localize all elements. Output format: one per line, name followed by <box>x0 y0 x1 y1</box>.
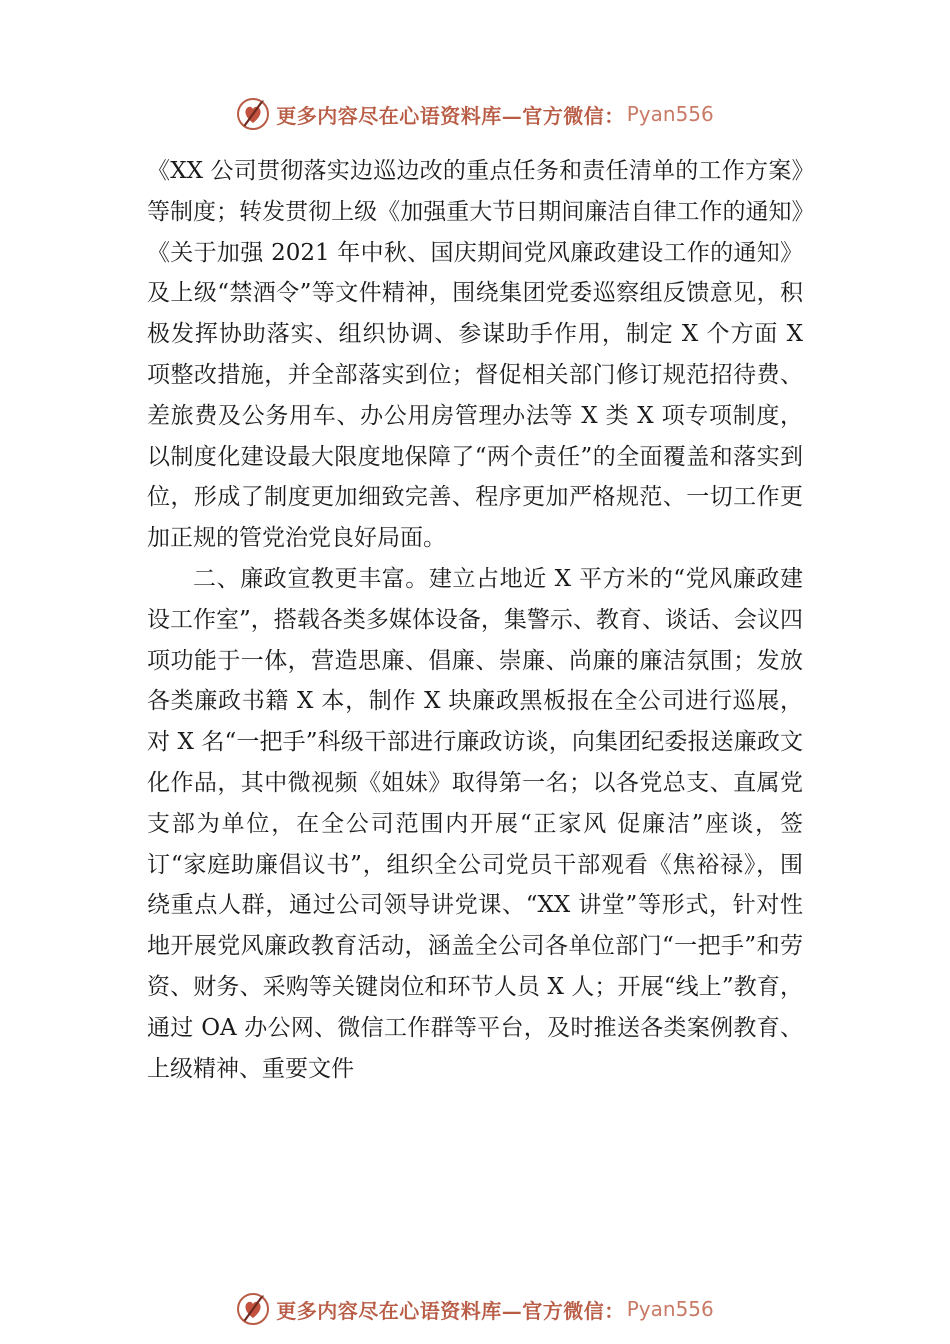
footer-banner-text: 更多内容尽在心语资料库—官方微信： <box>276 1298 625 1323</box>
footer-banner <box>0 1289 950 1329</box>
footer-wechat-id: Pyan556 <box>626 1297 714 1321</box>
document-body <box>147 151 803 1089</box>
header-wechat-id: Pyan556 <box>626 102 714 126</box>
header-banner-text: 更多内容尽在心语资料库—官方微信： <box>276 103 625 128</box>
paragraph-1: 《XX 公司贯彻落实边巡边改的重点任务和责任清单的工作方案》等制度；转发贯彻上级《加强重大节日期间廉洁自律工作的通知》《关于加强 2021 年中秋、国庆期间党风廉政建设工作的通知》及上级“禁酒令”等文件精神，围绕集团党委巡察组反馈意见，积极发挥协助落实、组织协调、参谋助手作用，制定 X 个方面 X 项整改措施，并全部落实到位；督促相关部门修订规范招待费、差旅费及公务用车、办公用房管理办法等 X 类 X 项专项制度，以制度化建设最大限度地保障了“两个责任”的全面覆盖和落实到位，形成了制度更加细致完善、程序更加严格规范、一切工作更加正规的管党治党良好局面。 <box>147 158 803 552</box>
paragraph-2: 二、廉政宣教更丰富。建立占地近 X 平方米的“党风廉政建设工作室”，搭载各类多媒体设备，集警示、教育、谈话、会议四项功能于一体，营造思廉、倡廉、崇廉、尚廉的廉洁氛围；发放各类廉政书籍 X 本，制作 X 块廉政黑板报在全公司进行巡展，对 X 名“一把手”科级干部进行廉政访谈，向集团纪委报送廉政文化作品，其中微视频《姐妹》取得第一名；以各党总支、直属党支部为单位，在全公司范围内开展“正家风 促廉洁”座谈，签订“家庭助廉倡议书”，组织全公司党员干部观看《焦裕禄》，围绕重点人群，通过公司领导讲党课、“XX 讲堂”等形式，针对性地开展党风廉政教育活动，涵盖全公司各单位部门“一把手”和劳资、财务、采购等关键岗位和环节人员 X 人；开展“线上”教育，通过 OA 办公网、微信工作群等平台，及时推送各类案例教育、上级精神、重要文件 <box>147 565 803 1082</box>
header-banner <box>0 94 950 134</box>
heart-pen-logo-icon <box>236 97 270 131</box>
heart-pen-logo-icon <box>236 1292 270 1326</box>
